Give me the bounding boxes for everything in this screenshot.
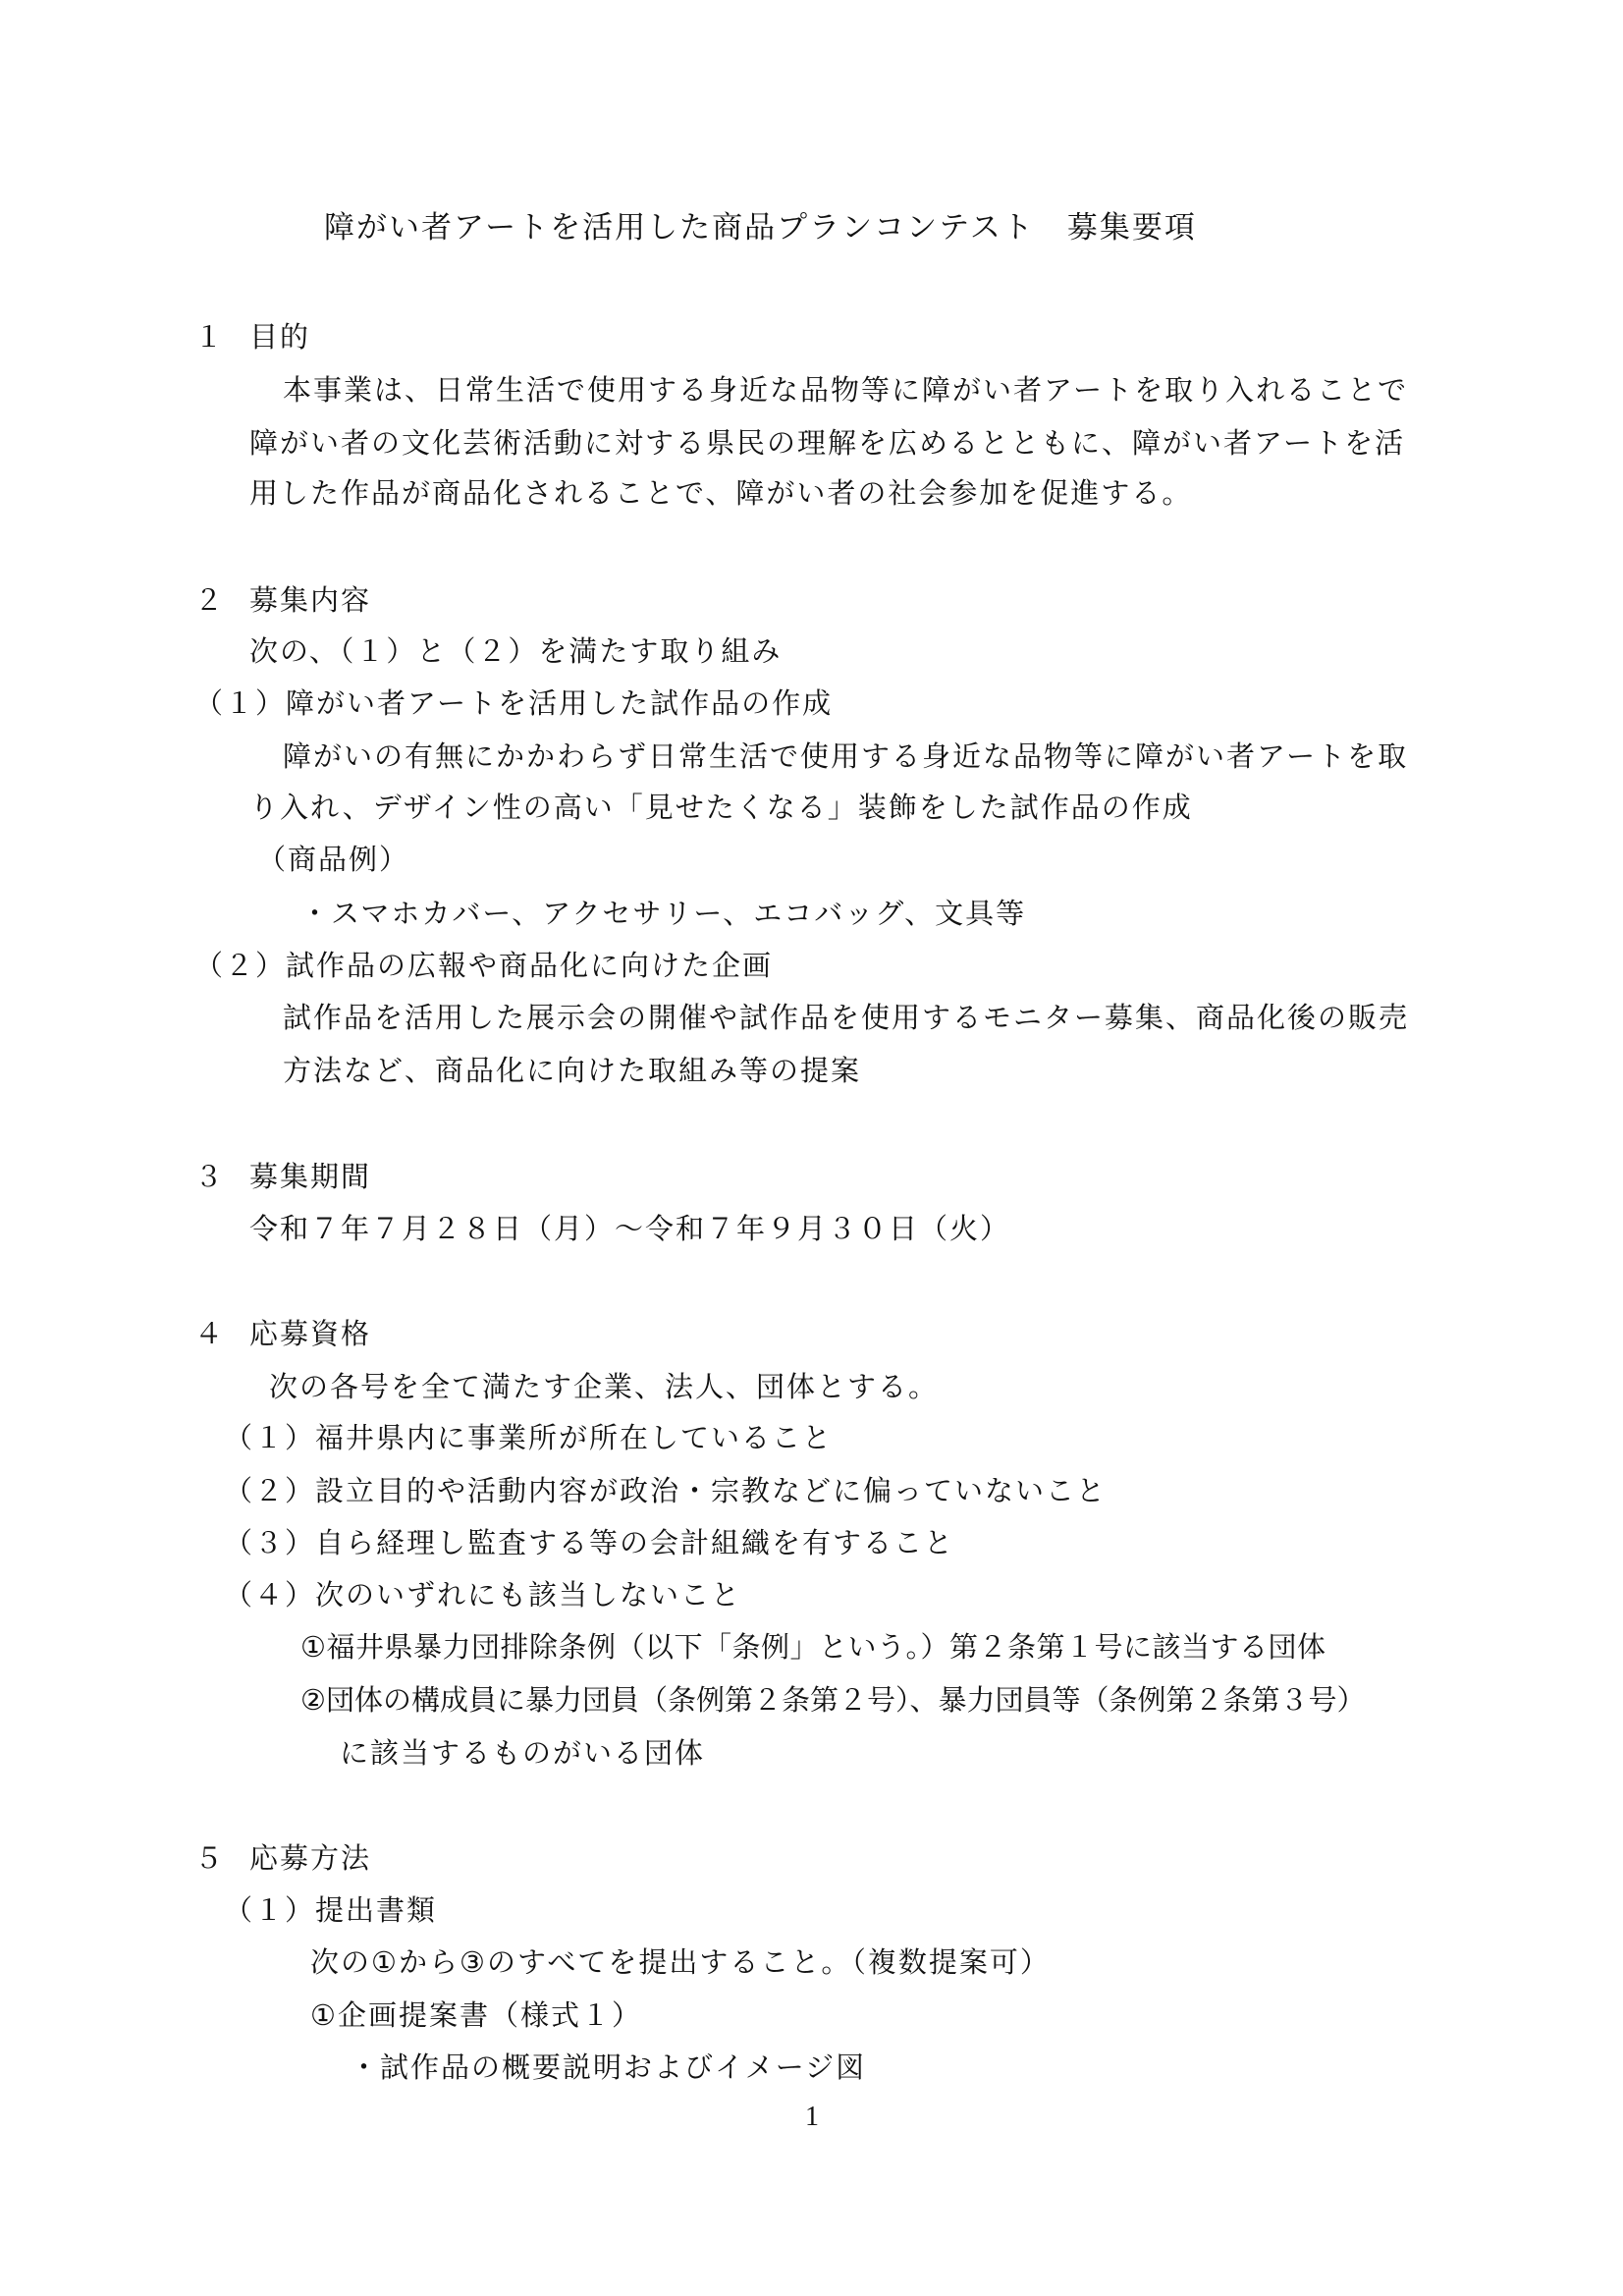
section-2-item-1-title: （１）障がい者アートを活用した試作品の作成: [194, 686, 834, 720]
section-1-heading: 目的: [249, 320, 311, 354]
section-5-number: ５: [194, 1841, 226, 1875]
page-number: 1: [805, 2102, 819, 2132]
section-2-heading: 募集内容: [249, 583, 372, 617]
section-1-paragraph-line: 用した作品が商品化されることで、障がい者の社会参加を促進する。: [249, 476, 1193, 510]
section-2-item-2-title: （２）試作品の広報や商品化に向けた企画: [194, 949, 774, 982]
section-2-item-2-body-line: 試作品を活用した展示会の開催や試作品を使用するモニター募集、商品化後の販売: [283, 1001, 1410, 1034]
eligibility-item: （１）福井県内に事業所が所在していること: [224, 1421, 834, 1454]
exclusion-sub-item: ②団体の構成員に暴力団員（条例第２条第２号）、暴力団員等（条例第２条第３号）: [300, 1683, 1366, 1717]
exclusion-sub-item: ①福井県暴力団排除条例（以下「条例」という。）第２条第１号に該当する団体: [300, 1630, 1326, 1664]
section-4-heading: 応募資格: [249, 1317, 372, 1350]
section-5-intro: 次の①から③のすべてを提出すること。（複数提案可）: [310, 1945, 1051, 1979]
document-title: 障がい者アートを活用した商品プランコンテスト 募集要項: [324, 210, 1197, 246]
section-5-item-1-title: （１）提出書類: [224, 1893, 438, 1927]
exclusion-sub-item-continuation: に該当するものがいる団体: [340, 1736, 706, 1770]
eligibility-item: （４）次のいずれにも該当しないこと: [224, 1578, 742, 1612]
eligibility-item: （３）自ら経理し監査する等の会計組織を有すること: [224, 1526, 955, 1559]
submission-document-1-detail: ・試作品の概要説明およびイメージ図: [350, 2050, 867, 2084]
product-example-list: ・スマホカバー、アクセサリー、エコバッグ、文具等: [300, 897, 1027, 930]
application-period: 令和７年７月２８日（月）～令和７年９月３０日（火）: [249, 1212, 1011, 1245]
section-1-paragraph-line: 障がい者の文化芸術活動に対する県民の理解を広めるとともに、障がい者アートを活: [249, 426, 1406, 460]
section-1-number: １: [194, 320, 226, 354]
section-3-heading: 募集期間: [249, 1160, 372, 1193]
section-1-paragraph-line: 本事業は、日常生活で使用する身近な品物等に障がい者アートを取り入れることで: [283, 373, 1409, 407]
section-2-item-2-body-line: 方法など、商品化に向けた取組み等の提案: [283, 1054, 862, 1087]
section-3-number: ３: [194, 1160, 226, 1193]
section-4-intro: 次の各号を全て満たす企業、法人、団体とする。: [269, 1370, 940, 1403]
section-2-number: ２: [194, 583, 226, 617]
section-5-heading: 応募方法: [249, 1841, 372, 1875]
section-2-item-1-body-line: り入れ、デザイン性の高い「見せたくなる」装飾をした試作品の作成: [249, 791, 1193, 824]
section-2-item-1-body-line: 障がいの有無にかかわらず日常生活で使用する身近な品物等に障がい者アートを取: [283, 739, 1409, 773]
section-4-number: ４: [194, 1317, 226, 1350]
submission-document-1: ①企画提案書（様式１）: [310, 1998, 642, 2032]
section-2-intro: 次の、（１）と（２）を満たす取り組み: [249, 634, 783, 668]
eligibility-item: （２）設立目的や活動内容が政治・宗教などに偏っていないこと: [224, 1474, 1108, 1507]
product-example-label: （商品例）: [257, 843, 410, 876]
